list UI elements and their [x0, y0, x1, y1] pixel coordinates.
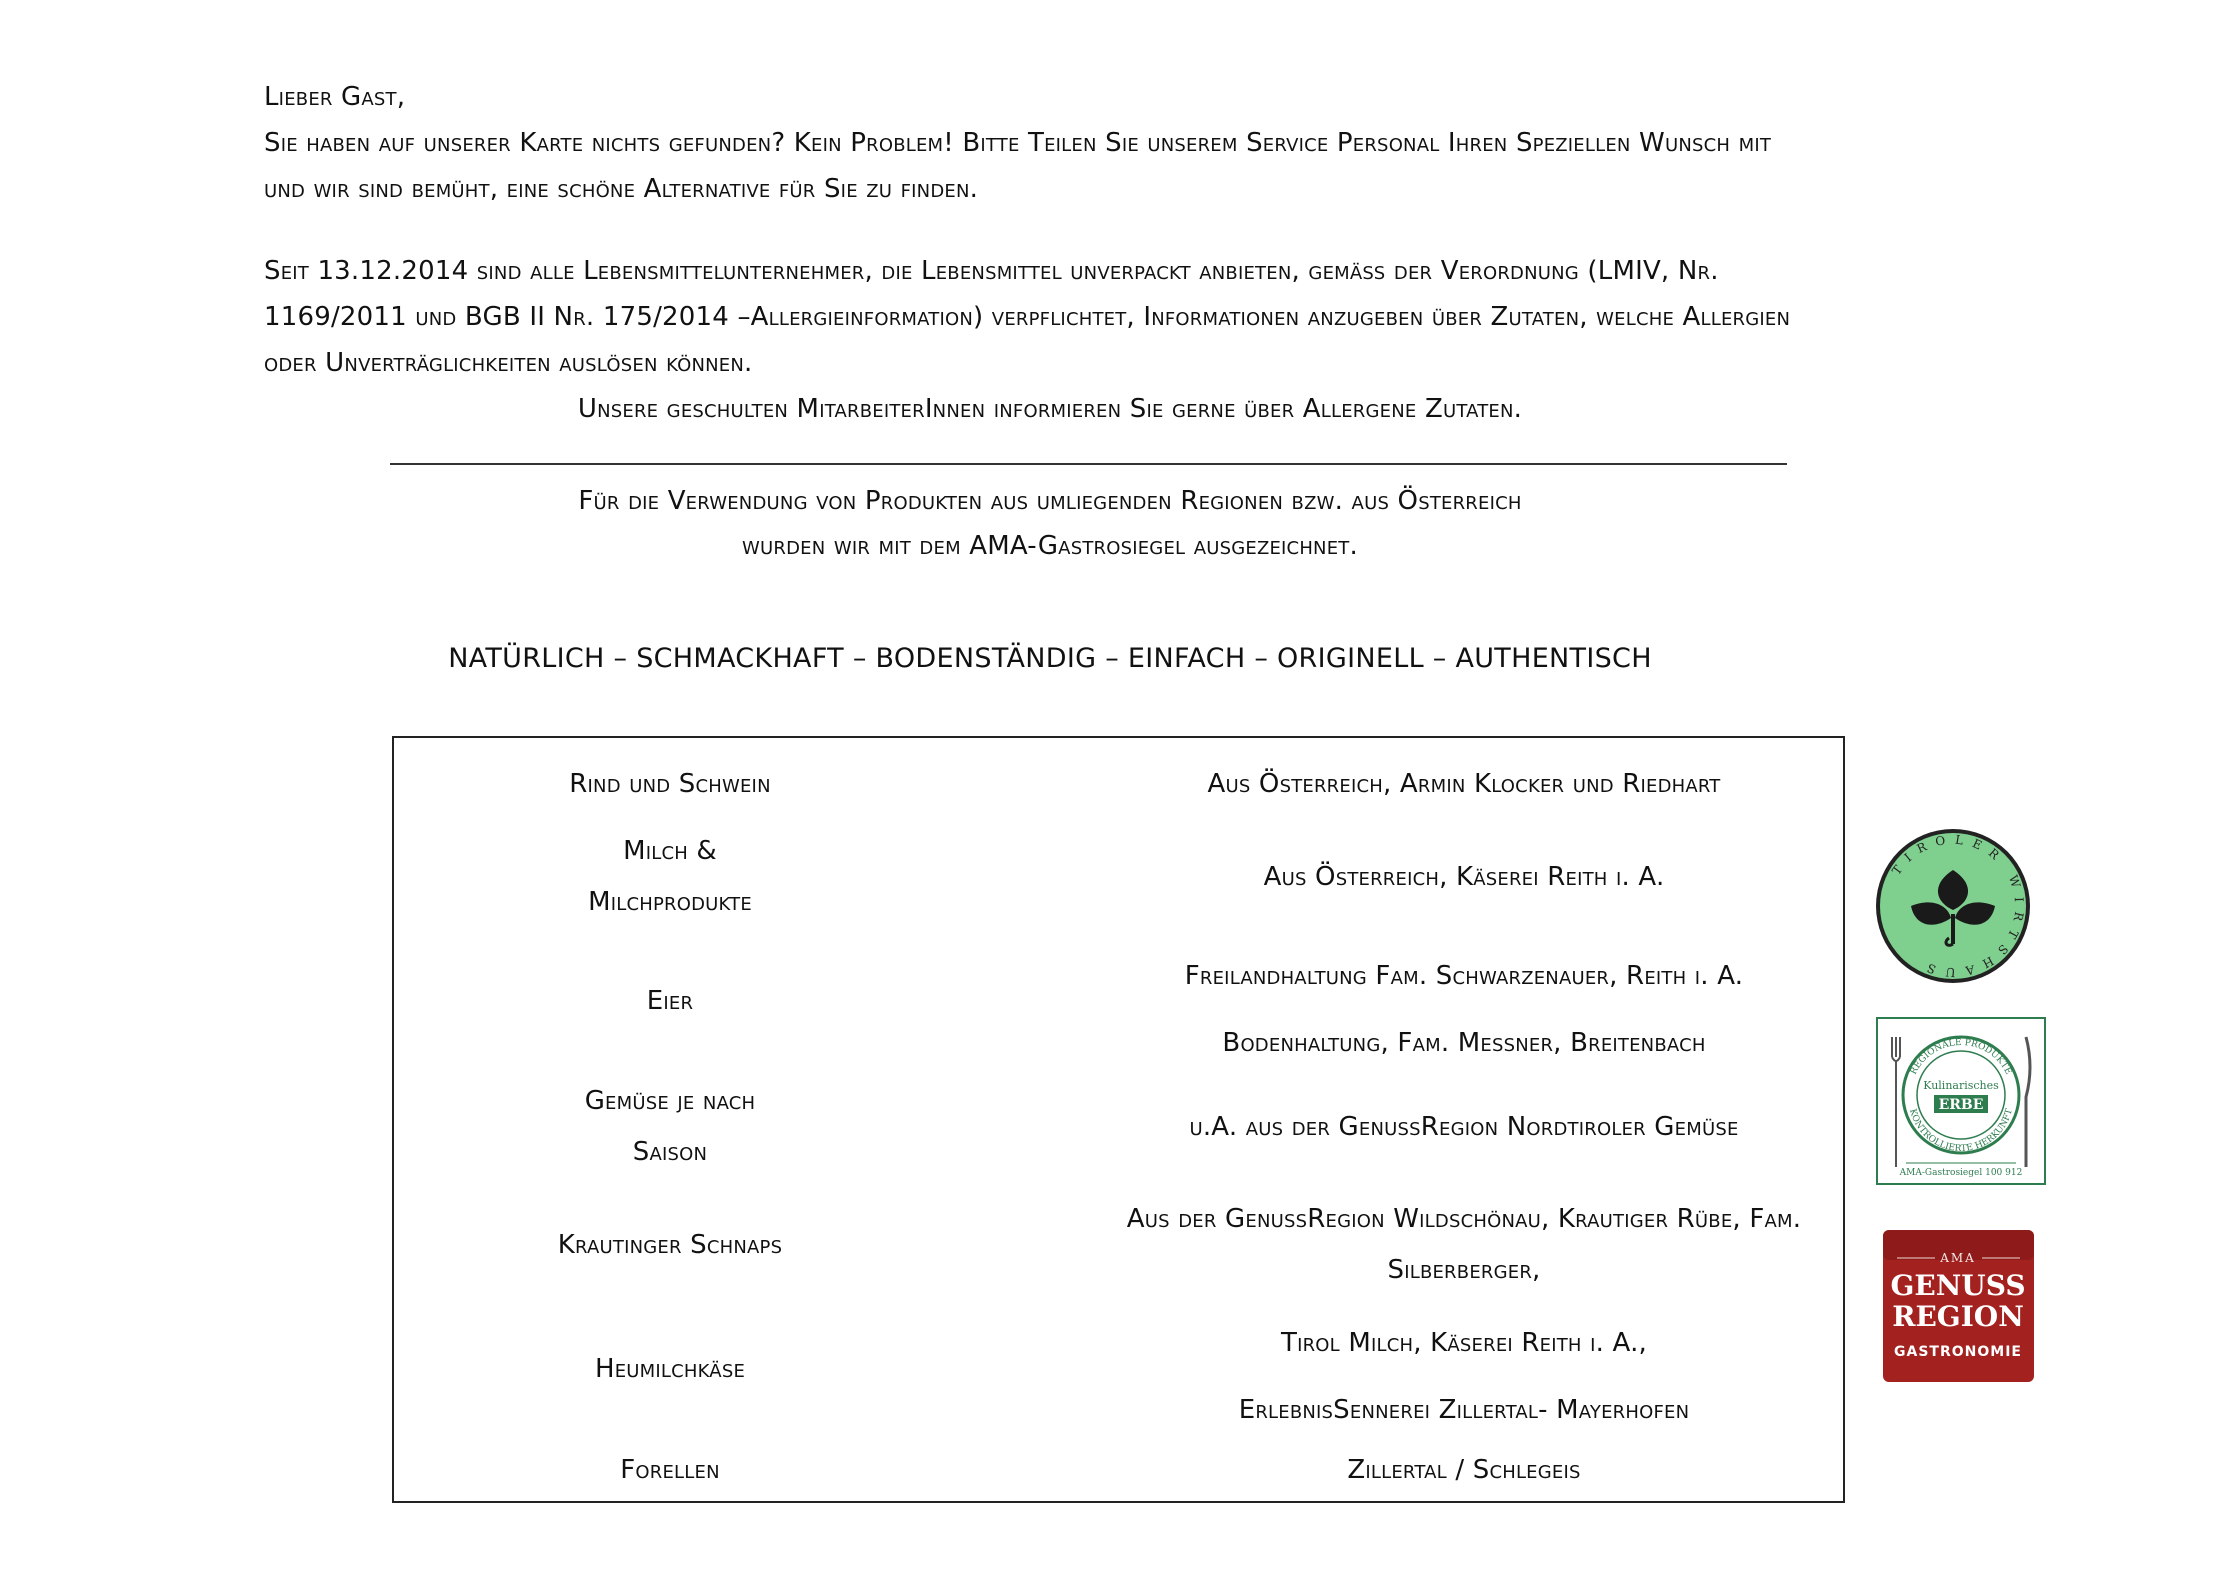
- product-name: Eier: [646, 986, 694, 1016]
- genuss-line1: GENUSS: [1890, 1269, 2026, 1302]
- origin-text: Aus Österreich, Käserei Reith i. A.: [1263, 862, 1665, 892]
- ama-line: Für die Verwendung von Produkten aus umliegenden Regionen bzw. aus Österreich: [578, 486, 1522, 516]
- product-cell: [394, 976, 946, 1027]
- product-name: Saison: [632, 1137, 708, 1167]
- origin-text: Bodenhaltung, Fam. Messner, Breitenbach: [1222, 1028, 1706, 1058]
- genuss-line2: REGION: [1892, 1300, 2024, 1333]
- allergy-line: Seit 13.12.2014 sind alle Lebensmittelunternehmer, die Lebensmittel unverpackt anbieten, gemäß der Verordnung (LMIV, Nr.: [264, 256, 1719, 286]
- origin-text: Silberberger,: [1387, 1255, 1541, 1285]
- origin-cell: [1049, 1102, 1879, 1153]
- product-name: Gemüse je nach: [584, 1086, 756, 1116]
- origin-text: ErlebnisSennerei Zillertal- Mayerhofen: [1238, 1395, 1690, 1425]
- product-cell: [394, 1445, 946, 1496]
- product-name: Krautinger Schnaps: [557, 1230, 783, 1260]
- product-cell: [394, 826, 946, 928]
- genuss-region-logo: [1883, 1230, 2034, 1382]
- origin-text: Zillertal / Schlegeis: [1347, 1455, 1581, 1485]
- erbe-top-text: REGIONALE PRODUKTE: [1908, 1037, 2014, 1077]
- erbe-title-text: ERBE: [1938, 1097, 1984, 1113]
- greeting-line: Sie haben auf unserer Karte nichts gefunden? Kein Problem! Bitte Teilen Sie unserem Service Personal Ihren Speziellen Wunsch mit: [264, 128, 1772, 158]
- divider: [390, 463, 1787, 465]
- origin-text: Freilandhaltung Fam. Schwarzenauer, Reith i. A.: [1184, 961, 1744, 991]
- origin-text: Aus Österreich, Armin Klocker und Riedhart: [1207, 769, 1721, 799]
- product-name: Milch &: [623, 836, 717, 866]
- product-name: Rind und Schwein: [569, 769, 771, 799]
- origin-cell: [1049, 852, 1879, 903]
- product-cell: [394, 1076, 946, 1178]
- greeting-line: Lieber Gast,: [264, 82, 406, 112]
- sources-table: [392, 736, 1845, 1503]
- erbe-footer-text: AMA-Gastrosiegel 100 912: [1899, 1168, 2023, 1178]
- erbe-bottom-text: KONTROLLIERTE HERKUNFT: [1907, 1107, 2015, 1155]
- ama-line: wurden wir mit dem AMA-Gastrosiegel ausgezeichnet.: [742, 531, 1358, 561]
- product-cell: [394, 759, 946, 810]
- product-name: Forellen: [620, 1455, 720, 1485]
- genuss-ama-text: AMA: [1940, 1251, 1976, 1265]
- product-cell: [394, 1220, 946, 1271]
- origin-cell: [1049, 759, 1879, 810]
- erbe-center-text: Kulinarisches: [1923, 1079, 1999, 1092]
- origin-text: Tirol Milch, Käserei Reith i. A.,: [1280, 1328, 1647, 1358]
- origin-cell: [1049, 943, 1879, 1077]
- product-name: Heumilchkäse: [594, 1354, 746, 1384]
- allergy-line: 1169/2011 und BGB II Nr. 175/2014 –Allergieinformation) verpflichtet, Informationen anzugeben über Zutaten, welche Allergien: [264, 302, 1791, 332]
- allergy-note: Unsere geschulten MitarbeiterInnen informieren Sie gerne über Allergene Zutaten.: [577, 394, 1523, 424]
- origin-cell: [1049, 1445, 1879, 1496]
- origin-text: Aus der GenussRegion Wildschönau, Krautiger Rübe, Fam.: [1126, 1204, 1802, 1234]
- kulinarisches-erbe-logo: [1876, 1017, 2046, 1185]
- product-cell: [394, 1344, 946, 1395]
- greeting-line: und wir sind bemüht, eine schöne Alternative für Sie zu finden.: [264, 174, 979, 204]
- origin-cell: [1049, 1194, 1879, 1296]
- origin-text: u.A. aus der GenussRegion Nordtiroler Gemüse: [1189, 1112, 1739, 1142]
- tiroler-wirtshaus-logo: [1873, 826, 2033, 986]
- tiroler-wirtshaus-text: TIROLER WIRTSHAUS: [1889, 832, 2027, 980]
- motto: NATÜRLICH – SCHMACKHAFT – BODENSTÄNDIG – EINFACH – ORIGINELL – AUTHENTISCH: [448, 643, 1652, 674]
- product-name: Milchprodukte: [588, 887, 752, 917]
- allergy-line: oder Unverträglichkeiten auslösen können.: [264, 348, 753, 378]
- origin-cell: [1049, 1310, 1879, 1444]
- genuss-line3: GASTRONOMIE: [1894, 1344, 2022, 1360]
